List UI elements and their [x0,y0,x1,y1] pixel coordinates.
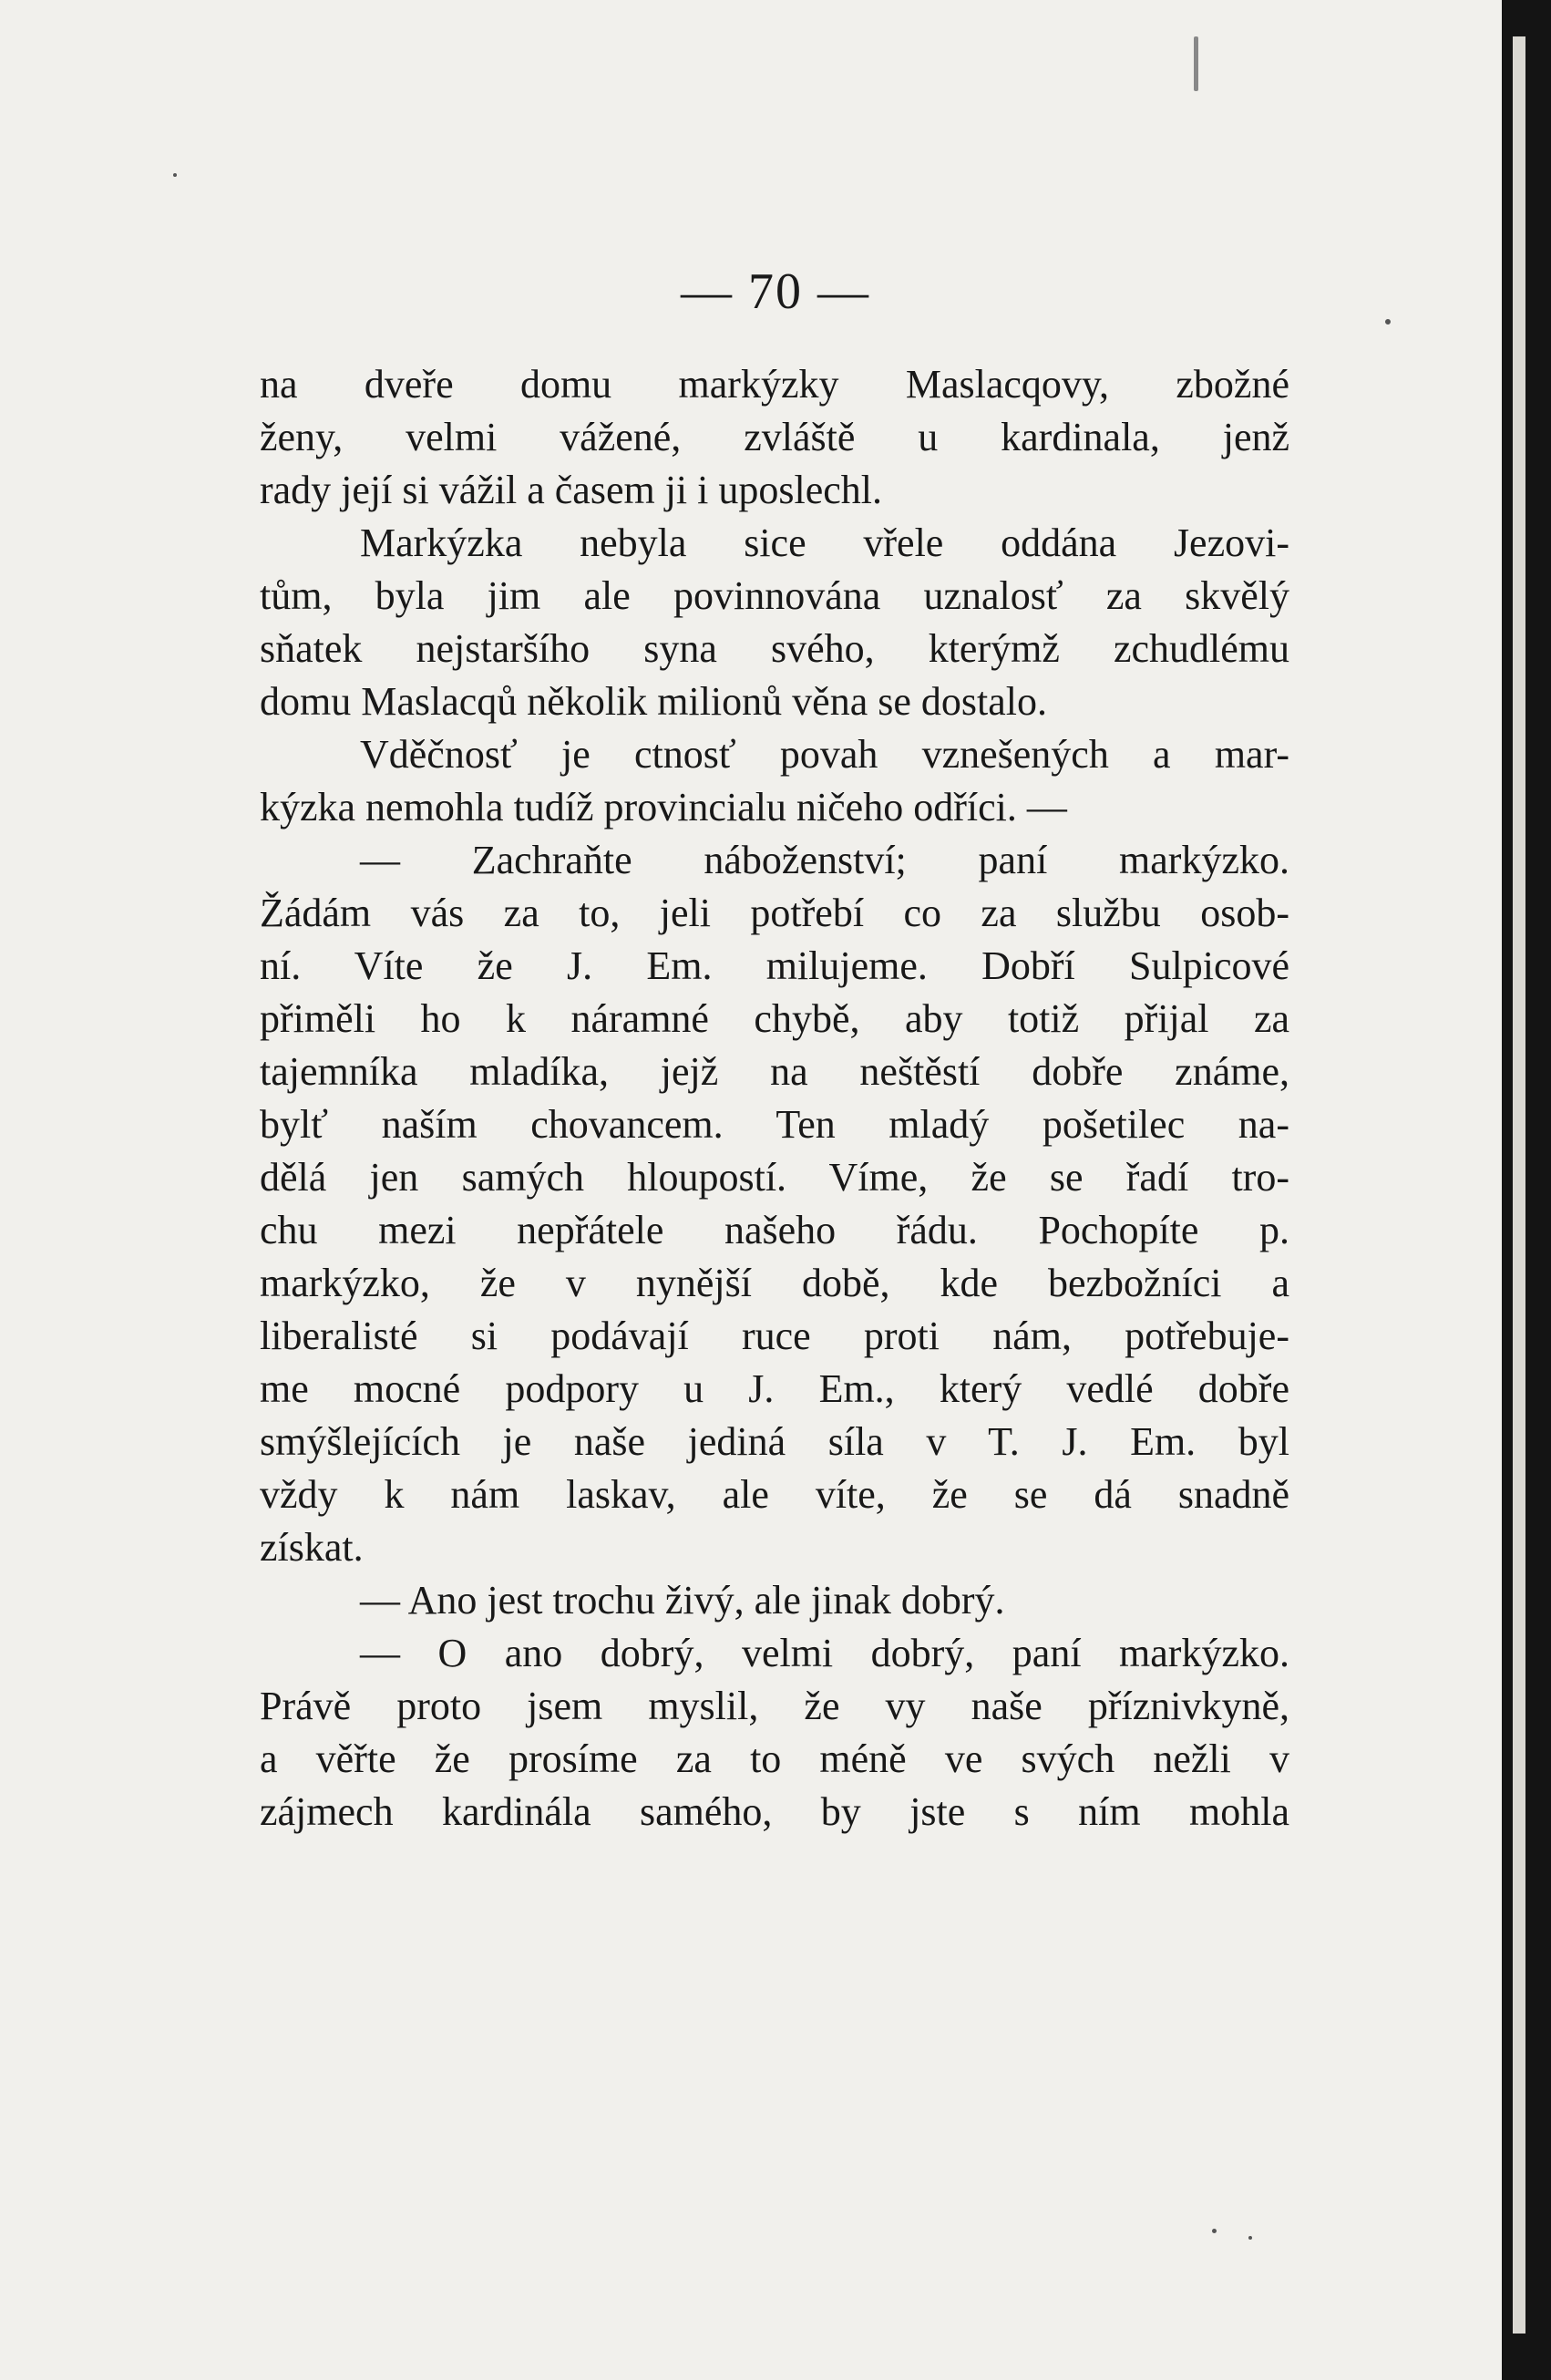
text-line: rady její si vážil a časem ji i uposlechl. [260,468,883,512]
text-line: me mocné podpory u J. Em., který vedlé dobře [260,1366,1289,1411]
text-line: zájmech kardinála samého, by jste s ním mohla [260,1789,1289,1834]
text-line: dělá jen samých hloupostí. Víme, že se řadí tro- [260,1155,1289,1200]
text-line: — Zachraňte náboženství; paní markýzko. [360,838,1289,882]
text-line: Právě proto jsem myslil, že vy naše příznivkyně, [260,1684,1289,1728]
text-line: ní. Víte že J. Em. milujeme. Dobří Sulpicové [260,943,1289,988]
text-line: a věřte že prosíme za to méně ve svých nežli v [260,1736,1289,1781]
paper-speck [1194,36,1198,91]
text-line: bylť naším chovancem. Ten mladý pošetilec na- [260,1102,1289,1147]
text-line: Žádám vás za to, jeli potřebí co za službu osob- [260,891,1289,935]
text-line: kýzka nemohla tudíž provincialu ničeho odříci. — [260,785,1067,829]
text-line: ženy, velmi vážené, zvláště u kardinala, jenž [260,415,1289,459]
text-line: markýzko, že v nynější době, kde bezbožníci a [260,1261,1289,1305]
text-line: sňatek nejstaršího syna svého, kterýmž zchudlému [260,626,1289,671]
text-line: na dveře domu markýzky Maslacqovy, zbožné [260,362,1289,407]
paper-speck [173,173,177,177]
text-line: chu mezi nepřátele našeho řádu. Pochopíte p. [260,1208,1289,1252]
text-line: vždy k nám laskav, ale víte, že se dá snadně [260,1472,1289,1517]
page-number: — 70 — [681,263,870,320]
paper-speck [1248,2236,1252,2240]
paper-speck [1212,2229,1217,2233]
text-line: tajemníka mladíka, jejž na neštěstí dobře známe, [260,1049,1289,1094]
text-line: — Ano jest trochu živý, ale jinak dobrý. [360,1578,1005,1623]
text-line: přiměli ho k náramné chybě, aby totiž přijal za [260,996,1289,1041]
text-line: získat. [260,1525,364,1570]
text-line: smýšlejících je naše jediná síla v T. J. Em. byl [260,1419,1289,1464]
text-line: Markýzka nebyla sice vřele oddána Jezovi- [360,520,1289,565]
text-line: liberalisté si podávají ruce proti nám, potřebuje- [260,1314,1289,1358]
text-line: domu Maslacqů několik milionů věna se dostalo. [260,679,1047,724]
adjacent-page-edge [1513,36,1525,2334]
text-line: — O ano dobrý, velmi dobrý, paní markýzko. [360,1631,1289,1675]
body-text [260,358,1289,1839]
text-line: Vděčnosť je ctnosť povah vznešených a mar- [360,732,1289,777]
text-line: tům, byla jim ale povinnována uznalosť za skvělý [260,573,1289,618]
scan-gutter [1502,0,1551,2380]
